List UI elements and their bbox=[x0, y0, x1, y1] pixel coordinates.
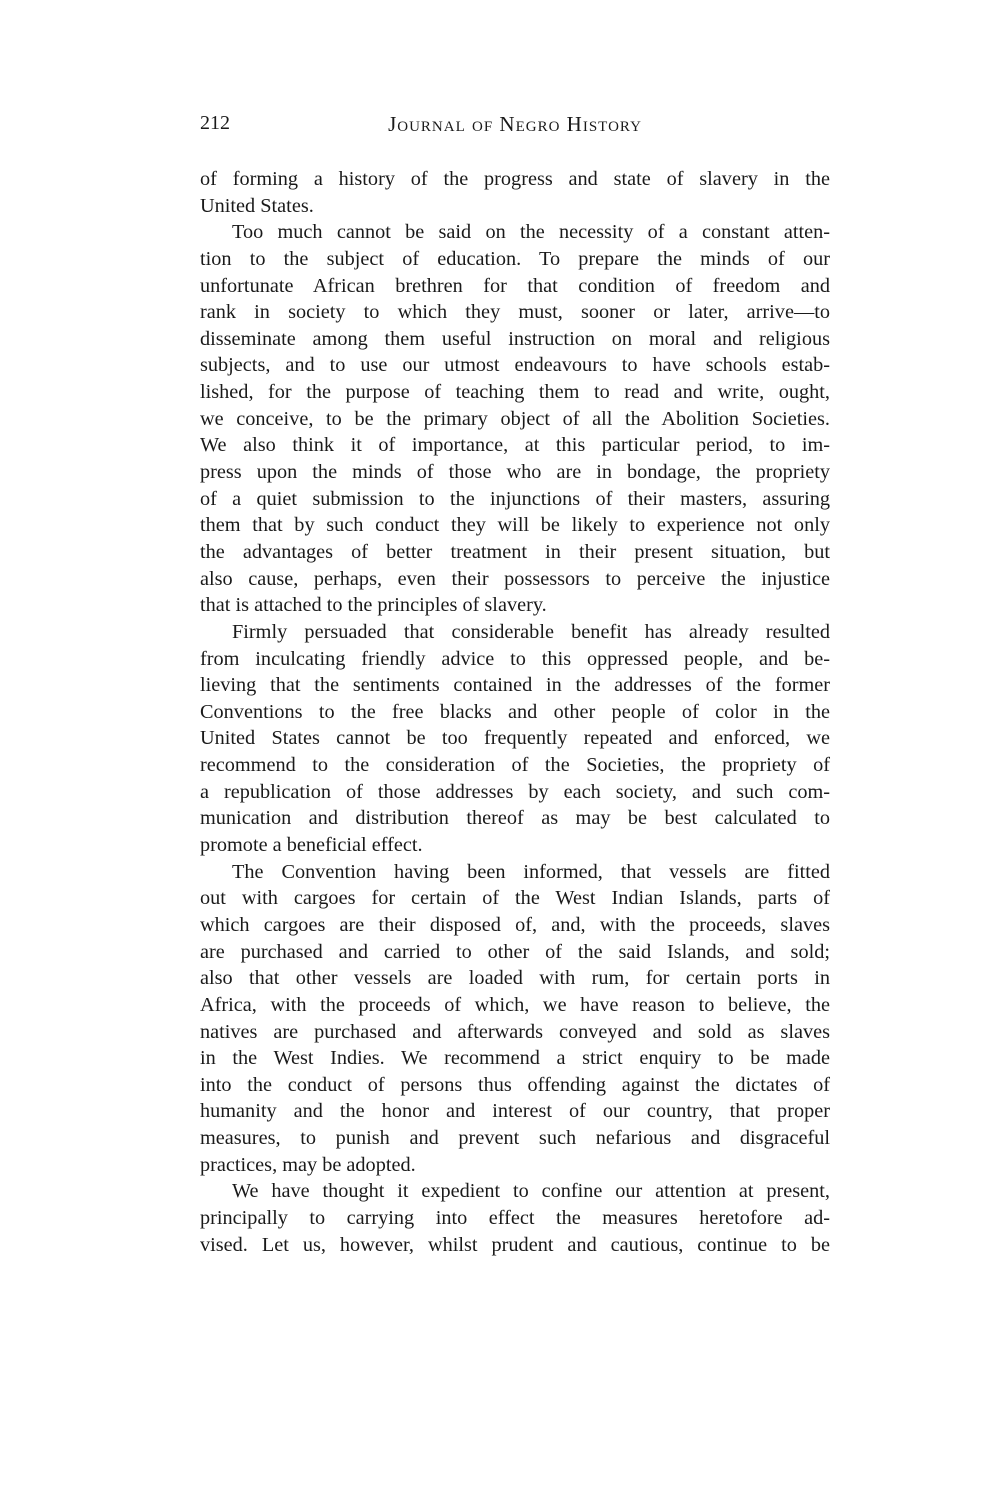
page-number: 212 bbox=[200, 112, 230, 134]
text-line: also cause, perhaps, even their possessors to perceive the injustice bbox=[200, 567, 830, 590]
text-line: Africa, with the proceeds of which, we have reason to believe, the bbox=[200, 993, 830, 1016]
text-line: subjects, and to use our utmost endeavours to have schools estab- bbox=[200, 354, 830, 377]
text-line: tion to the subject of education. To prepare the minds of our bbox=[200, 247, 830, 270]
text-line: disseminate among them useful instruction on moral and religious bbox=[200, 327, 830, 350]
text-line: lieving that the sentiments contained in the addresses of the former bbox=[200, 674, 830, 697]
text-line: we conceive, to be the primary object of all the Abolition Societies. bbox=[200, 407, 830, 430]
text-line: munication and distribution thereof as may be best calculated to bbox=[200, 807, 830, 830]
text-line: which cargoes are their disposed of, and, with the proceeds, slaves bbox=[200, 913, 830, 936]
text-line: Firmly persuaded that considerable benefit has already resulted bbox=[232, 620, 830, 643]
text-line: rank in society to which they must, sooner or later, arrive—to bbox=[200, 301, 830, 324]
text-line: into the conduct of persons thus offending against the dictates of bbox=[200, 1073, 830, 1096]
text-line: a republication of those addresses by each society, and such com- bbox=[200, 780, 830, 803]
running-header bbox=[200, 112, 830, 140]
text-line: promote a beneficial effect. bbox=[200, 834, 423, 857]
text-line: Too much cannot be said on the necessity of a constant atten- bbox=[232, 221, 830, 244]
text-line: them that by such conduct they will be likely to experience not only bbox=[200, 514, 830, 537]
page-body bbox=[200, 166, 830, 1258]
text-line: vised. Let us, however, whilst prudent and cautious, continue to be bbox=[200, 1233, 830, 1256]
text-line: Conventions to the free blacks and other people of color in the bbox=[200, 700, 830, 723]
text-line: in the West Indies. We recommend a strict enquiry to be made bbox=[200, 1047, 830, 1070]
text-line: practices, may be adopted. bbox=[200, 1153, 416, 1176]
text-line: measures, to punish and prevent such nefarious and disgraceful bbox=[200, 1127, 830, 1150]
text-line: humanity and the honor and interest of our country, that proper bbox=[200, 1100, 830, 1123]
text-line: principally to carrying into effect the measures heretofore ad- bbox=[200, 1206, 830, 1229]
text-line: of forming a history of the progress and state of slavery in the bbox=[200, 168, 830, 190]
text-line: United States. bbox=[200, 194, 314, 217]
text-line: are purchased and carried to other of the said Islands, and sold; bbox=[200, 940, 830, 963]
text-line: press upon the minds of those who are in bondage, the propriety bbox=[200, 461, 830, 484]
text-line: United States cannot be too frequently repeated and enforced, we bbox=[200, 727, 830, 750]
text-line: lished, for the purpose of teaching them to read and write, ought, bbox=[200, 381, 830, 404]
text-line: out with cargoes for certain of the West Indian Islands, parts of bbox=[200, 887, 830, 910]
text-line: We have thought it expedient to confine our attention at present, bbox=[232, 1180, 830, 1203]
text-line: from inculcating friendly advice to this oppressed people, and be- bbox=[200, 647, 830, 670]
text-line: unfortunate African brethren for that condition of freedom and bbox=[200, 274, 830, 297]
running-title: Journal of Negro History bbox=[388, 112, 642, 136]
text-line: recommend to the consideration of the Societies, the propriety of bbox=[200, 754, 830, 777]
text-line: of a quiet submission to the injunctions of their masters, assuring bbox=[200, 487, 830, 510]
text-line: natives are purchased and afterwards conveyed and sold as slaves bbox=[200, 1020, 830, 1043]
text-line: that is attached to the principles of slavery. bbox=[200, 594, 547, 617]
text-line: also that other vessels are loaded with rum, for certain ports in bbox=[200, 967, 830, 990]
text-line: We also think it of importance, at this particular period, to im- bbox=[200, 434, 830, 457]
text-line: the advantages of better treatment in their present situation, but bbox=[200, 540, 830, 563]
text-line: The Convention having been informed, that vessels are fitted bbox=[232, 860, 830, 883]
